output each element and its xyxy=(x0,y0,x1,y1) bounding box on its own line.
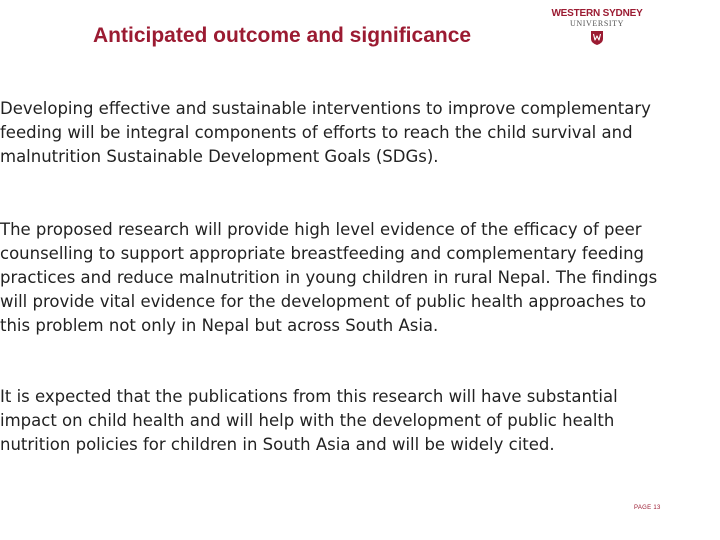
paragraph-significance-sdgs: Developing effective and sustainable interventions to improve complementary feeding will be integral components of efforts to reach the child survival and malnutrition Sustainable Development Goals (SDGs). xyxy=(0,99,651,166)
paragraph-research-evidence: The proposed research will provide high level evidence of the efficacy of peer counselling to support appropriate breastfeeding and complementary feeding practices and reduce malnutrition in young children in rural Nepal. The findings will provide vital evidence for the development of public health approaches to this problem not only in Nepal but across South Asia. xyxy=(0,220,658,335)
logo-wordmark-line1: WESTERN SYDNEY xyxy=(551,8,643,19)
university-shield-icon xyxy=(591,31,603,45)
paragraph-publication-impact: It is expected that the publications from this research will have substantial impact on child health and will help with the development of public health nutrition policies for children in South Asia and will be widely cited. xyxy=(0,387,618,454)
page-number: PAGE 13 xyxy=(634,505,661,511)
university-logo xyxy=(548,8,646,45)
logo-wordmark-line2: UNIVERSITY xyxy=(570,19,624,28)
slide-title: Anticipated outcome and significance xyxy=(93,24,472,47)
